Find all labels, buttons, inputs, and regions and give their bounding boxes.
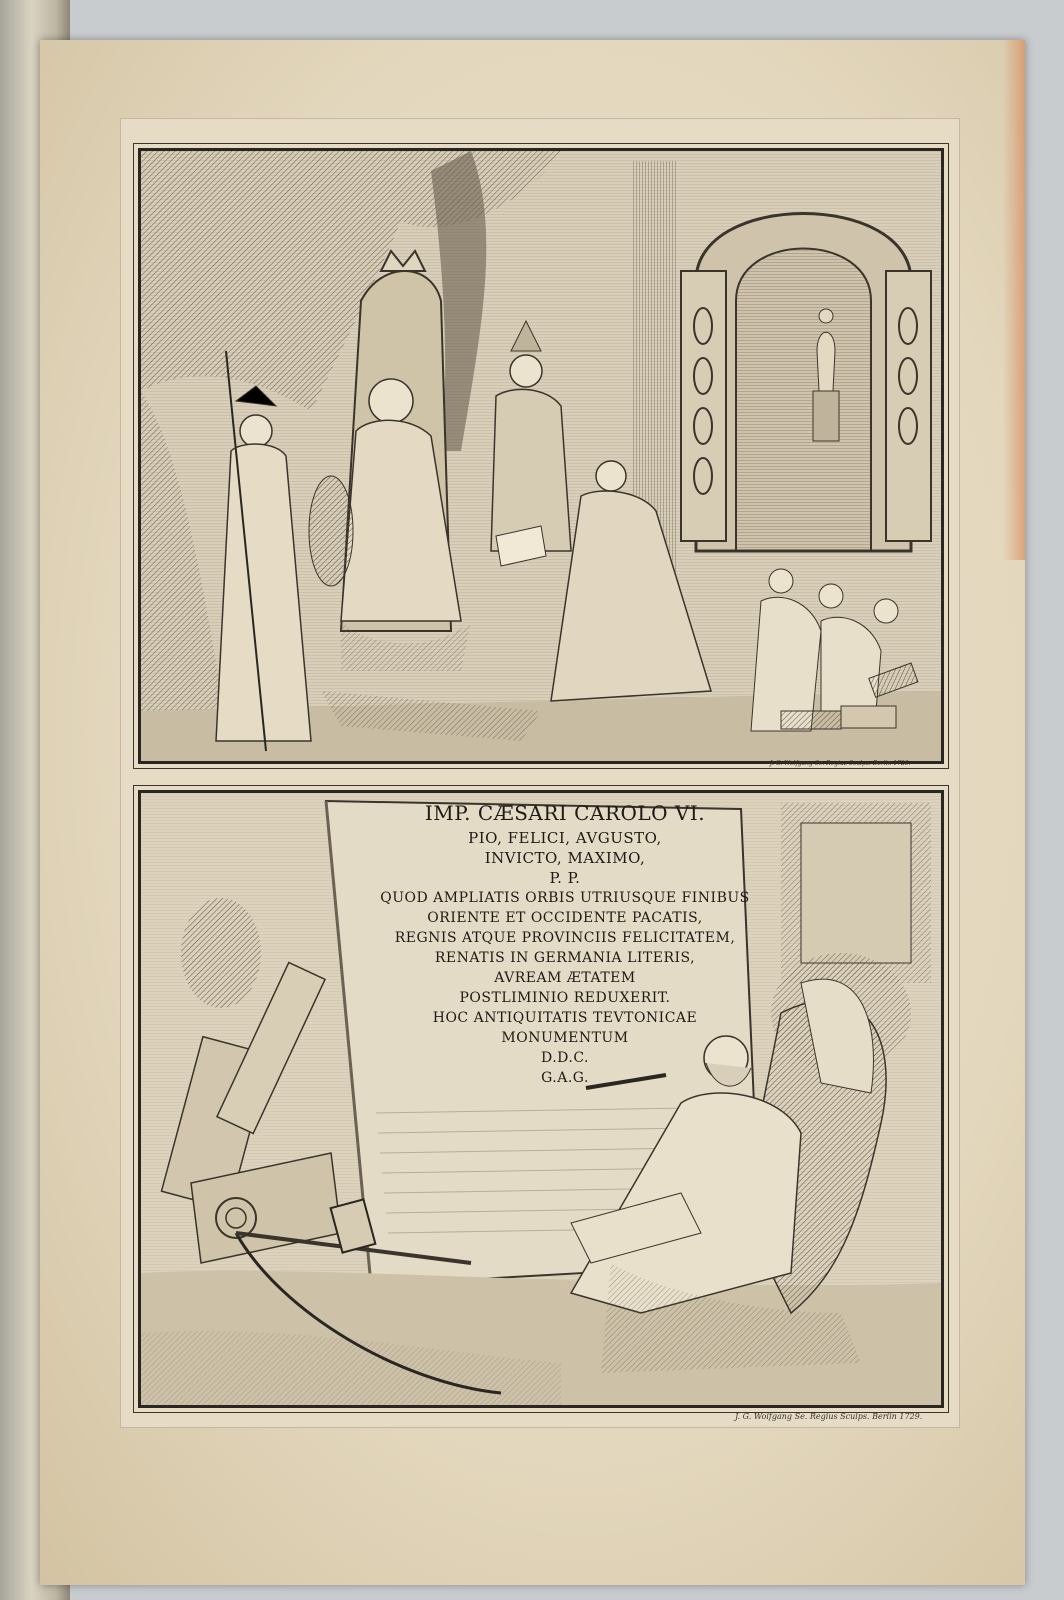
inscription-line: D.D.C. [540, 1050, 589, 1066]
inscription-line: RENATIS IN GERMANIA LITERIS, [434, 950, 696, 966]
inscription-line: REGNIS ATQUE PROVINCIIS FELICITATEM, [394, 930, 736, 946]
engraver-signature-bottom: J. G. Wolfgang Se. Regius Sculps. Berlin 1729. [735, 1412, 923, 1421]
dedication-inscription [345, 798, 785, 1088]
inscription-line: ORIENTE ET OCCIDENTE PACATIS, [427, 910, 703, 926]
inscription-line: IMP. CÆSARI CAROLO VI. [424, 801, 706, 825]
inscription-line: P. P. [549, 869, 581, 887]
inscription-line: QUOD AMPLIATIS ORBIS UTRIUSQUE FINIBUS [380, 890, 750, 906]
inscription-line: INVICTO, MAXIMO, [484, 849, 646, 867]
page-edge-stain [1003, 40, 1025, 560]
engraver-signature-top: J. G. Wolfgang Se. Regius Sculps. Berlin 1729. [770, 760, 911, 767]
inscription-line: POSTLIMINIO REDUXERIT. [459, 990, 671, 1006]
inscription-line: PIO, FELICI, AVGUSTO, [468, 829, 662, 847]
inscription-line: HOC ANTIQUITATIS TEVTONICAE [432, 1010, 698, 1026]
inscription-line: MONUMENTUM [501, 1030, 629, 1046]
engraving-throne-scene [138, 148, 944, 764]
inscription-line: AVREAM ÆTATEM [494, 970, 636, 986]
throne-scene-illustration [141, 151, 941, 761]
inscription-line: G.A.G. [541, 1070, 589, 1086]
